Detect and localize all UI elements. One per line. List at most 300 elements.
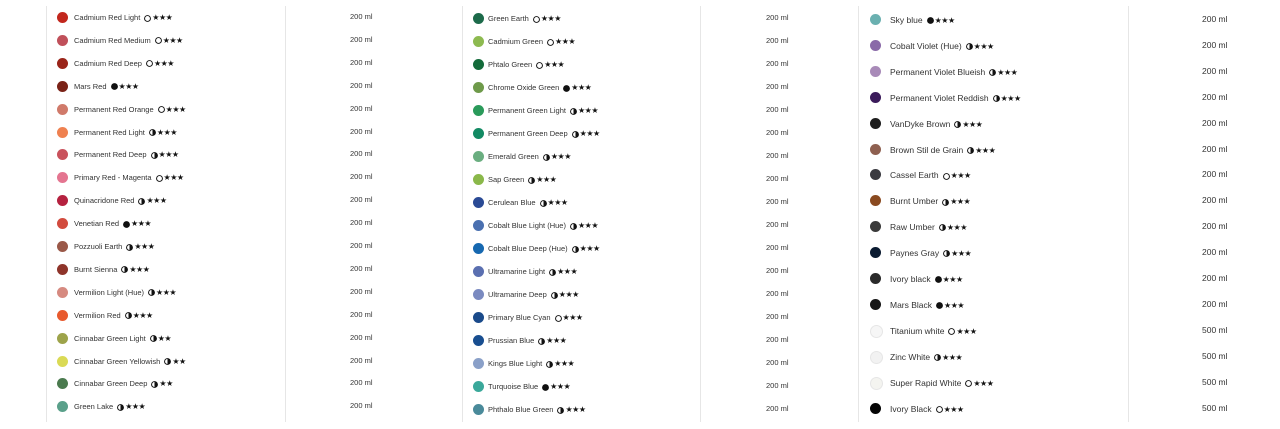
paint-row[interactable] <box>858 195 1242 207</box>
volume-label: 200 ml <box>350 57 373 67</box>
lightfastness-stars-icon: ★★★ <box>973 41 994 51</box>
column-divider <box>858 6 859 422</box>
paint-row[interactable] <box>46 58 390 70</box>
paint-name-text: Sky blue <box>890 15 923 25</box>
color-swatch <box>870 247 881 258</box>
paint-name-text: Kings Blue Light <box>488 359 543 368</box>
paint-name-text: Cinnabar Green Yellowish <box>74 356 161 366</box>
lightfastness-stars-icon: ★★★ <box>547 198 568 207</box>
color-swatch <box>473 36 484 47</box>
color-swatch <box>473 312 484 323</box>
semi-opaque-icon <box>557 405 564 414</box>
paint-name-text: Burnt Sienna <box>74 264 118 274</box>
paint-name-text: Mars Red <box>74 81 107 91</box>
column-divider <box>285 6 286 422</box>
volume-label: 200 ml <box>350 149 373 159</box>
transparent-icon <box>146 59 153 68</box>
lightfastness-stars-icon: ★★★ <box>565 405 586 414</box>
paint-row[interactable] <box>858 273 1242 285</box>
volume-label: 200 ml <box>766 13 789 22</box>
color-swatch <box>473 266 484 277</box>
volume-label: 200 ml <box>766 128 789 137</box>
color-swatch <box>473 197 484 208</box>
volume-label: 200 ml <box>1202 65 1228 76</box>
color-swatch <box>57 287 68 298</box>
paint-name-text: Primary Blue Cyan <box>488 313 551 322</box>
paint-name-text: Paynes Gray <box>890 248 940 259</box>
semi-opaque-icon <box>570 106 577 115</box>
paint-name-text: Cinnabar Green Light <box>74 333 146 343</box>
transparent-icon <box>547 37 554 46</box>
paint-name <box>74 288 176 297</box>
paint-name <box>488 60 564 69</box>
paint-row[interactable] <box>46 287 390 299</box>
paint-name <box>890 170 971 180</box>
paint-row[interactable] <box>858 169 1242 181</box>
volume-label: 500 ml <box>1202 350 1228 361</box>
color-swatch <box>870 221 881 232</box>
paint-name-text: Ultramarine Deep <box>488 290 547 299</box>
paint-row[interactable] <box>46 310 390 322</box>
paint-row[interactable] <box>46 104 390 116</box>
paint-name-text: Sap Green <box>488 175 525 184</box>
paint-name-text: Permanent Green Light <box>488 106 566 115</box>
paint-name <box>890 352 962 362</box>
paint-name-text: Emerald Green <box>488 152 539 161</box>
volume-label: 200 ml <box>350 263 373 273</box>
paint-name <box>890 196 970 206</box>
column-divider <box>700 6 701 422</box>
paint-row[interactable] <box>462 151 806 163</box>
semi-opaque-icon <box>572 244 579 253</box>
semi-opaque-icon <box>121 265 128 274</box>
paint-row[interactable] <box>462 243 806 255</box>
color-swatch <box>57 241 68 252</box>
paint-row[interactable] <box>46 333 390 345</box>
paint-name-text: Green Earth <box>488 14 529 23</box>
volume-label: 200 ml <box>766 404 789 413</box>
paint-row[interactable] <box>858 247 1242 259</box>
paint-name <box>74 13 172 22</box>
paint-name <box>74 379 173 388</box>
lightfastness-stars-icon: ★★ <box>159 379 173 389</box>
lightfastness-stars-icon: ★★★ <box>579 129 600 138</box>
color-swatch <box>57 149 68 160</box>
volume-label: 200 ml <box>766 59 789 68</box>
lightfastness-stars-icon: ★★★ <box>158 150 179 160</box>
paint-row[interactable] <box>462 59 806 71</box>
paint-row[interactable] <box>46 12 390 24</box>
color-swatch <box>870 169 881 180</box>
volume-label: 200 ml <box>766 381 789 390</box>
volume-label: 200 ml <box>350 309 373 319</box>
semi-opaque-icon <box>967 145 974 155</box>
paint-name-text: Cobalt Violet (Hue) <box>890 40 962 51</box>
paint-row[interactable] <box>462 404 806 416</box>
lightfastness-stars-icon: ★★★ <box>165 104 186 114</box>
paint-name <box>890 404 964 414</box>
color-swatch <box>870 273 881 284</box>
paint-name <box>890 378 993 388</box>
paint-row[interactable] <box>858 118 1242 130</box>
color-swatch <box>57 12 68 23</box>
paint-name-text: Permanent Red Light <box>74 127 145 137</box>
paint-row[interactable] <box>858 325 1242 337</box>
semi-opaque-icon <box>149 128 156 137</box>
paint-row[interactable] <box>46 35 390 47</box>
paint-name-text: Phthalo Blue Green <box>488 405 554 414</box>
paint-row[interactable] <box>462 289 806 301</box>
lightfastness-stars-icon: ★★★ <box>946 223 967 233</box>
paint-row[interactable] <box>858 66 1242 78</box>
color-swatch <box>473 243 484 254</box>
paint-name <box>74 59 174 68</box>
paint-name-text: Vermilion Red <box>74 310 121 320</box>
paint-name-text: Titanium white <box>890 325 945 336</box>
paint-name-text: Cobalt Blue Deep (Hue) <box>488 244 568 253</box>
semi-opaque-icon <box>148 288 155 297</box>
paint-row[interactable] <box>46 218 390 230</box>
paint-row[interactable] <box>46 356 390 368</box>
paint-name-text: Raw Umber <box>890 222 935 233</box>
volume-label: 200 ml <box>1202 143 1228 154</box>
paint-name <box>488 290 579 299</box>
paint-name <box>488 83 591 92</box>
paint-row[interactable] <box>858 403 1242 415</box>
lightfastness-stars-icon: ★★★ <box>577 106 598 115</box>
paint-name <box>74 105 186 114</box>
paint-name-text: Ivory Black <box>890 403 932 414</box>
opaque-icon <box>123 219 130 228</box>
volume-label: 500 ml <box>1202 402 1228 413</box>
lightfastness-stars-icon: ★★★ <box>554 359 575 368</box>
paint-name <box>488 175 556 184</box>
volume-label: 200 ml <box>350 126 373 136</box>
color-swatch <box>473 151 484 162</box>
paint-row[interactable] <box>46 264 390 276</box>
color-swatch <box>57 218 68 229</box>
lightfastness-stars-icon: ★★★ <box>550 382 571 391</box>
paint-name <box>488 152 571 161</box>
paint-name <box>488 244 600 253</box>
opaque-icon <box>936 300 943 310</box>
transparent-icon <box>155 36 162 45</box>
paint-name <box>890 248 971 258</box>
color-swatch <box>473 358 484 369</box>
paint-name <box>890 222 967 232</box>
paint-name <box>74 196 166 205</box>
volume-label: 200 ml <box>1202 14 1228 24</box>
color-swatch <box>870 66 881 77</box>
paint-name-text: Cadmium Red Deep <box>74 58 142 68</box>
volume-label: 200 ml <box>1202 273 1228 283</box>
paint-row[interactable] <box>858 144 1242 156</box>
lightfastness-stars-icon: ★★★ <box>944 300 965 310</box>
paint-name-text: Permanent Red Orange <box>74 104 154 114</box>
paint-name <box>74 36 183 45</box>
lightfastness-stars-icon: ★★★ <box>577 221 598 230</box>
paint-name <box>890 145 995 155</box>
color-swatch <box>473 220 484 231</box>
paint-name-text: Vermilion Light (Hue) <box>74 287 145 297</box>
semi-opaque-icon <box>164 357 171 366</box>
semi-opaque-icon <box>989 67 996 77</box>
semi-opaque-icon <box>549 267 556 276</box>
color-swatch <box>473 174 484 185</box>
transparent-icon <box>965 378 972 388</box>
paint-row[interactable] <box>462 82 806 94</box>
volume-label: 200 ml <box>1202 39 1228 50</box>
paint-name <box>74 82 139 91</box>
transparent-icon <box>536 60 543 69</box>
paint-row[interactable] <box>462 312 806 324</box>
paint-name-text: Ivory black <box>890 274 931 284</box>
color-swatch <box>57 195 68 206</box>
volume-label: 200 ml <box>350 378 373 388</box>
paint-name <box>74 128 177 137</box>
volume-label: 200 ml <box>350 286 373 296</box>
volume-label: 200 ml <box>350 103 373 113</box>
paint-name <box>488 359 574 368</box>
paint-name <box>488 14 561 23</box>
color-swatch <box>870 144 881 155</box>
paint-name <box>74 334 171 343</box>
volume-label: 200 ml <box>1202 298 1228 309</box>
lightfastness-stars-icon: ★★★ <box>956 326 977 336</box>
semi-opaque-icon <box>954 119 961 129</box>
paint-name-text: Green Lake <box>74 402 114 412</box>
volume-label: 200 ml <box>350 401 373 411</box>
paint-row[interactable] <box>462 197 806 209</box>
color-swatch <box>870 14 881 25</box>
paint-name <box>74 242 154 251</box>
volume-label: 200 ml <box>1202 221 1228 232</box>
lightfastness-stars-icon: ★★★ <box>943 404 964 414</box>
lightfastness-stars-icon: ★★ <box>172 356 186 366</box>
color-swatch <box>473 381 484 392</box>
column-divider <box>1128 6 1129 422</box>
semi-opaque-icon <box>943 248 950 258</box>
paint-row[interactable] <box>858 92 1242 104</box>
paint-row[interactable] <box>858 351 1242 363</box>
paint-name <box>488 106 598 115</box>
lightfastness-stars-icon: ★★★ <box>557 267 578 276</box>
semi-opaque-icon <box>151 150 158 159</box>
paint-name-text: VanDyke Brown <box>890 118 951 129</box>
paint-name <box>488 267 577 276</box>
paint-name-text: Super Rapid White <box>890 377 962 388</box>
lightfastness-stars-icon: ★★★ <box>942 352 963 362</box>
paint-row[interactable] <box>462 381 806 393</box>
paint-row[interactable] <box>462 36 806 48</box>
column-divider <box>46 6 47 422</box>
paint-row[interactable] <box>462 128 806 140</box>
paint-row[interactable] <box>858 299 1242 311</box>
paint-name-text: Cinnabar Green Deep <box>74 379 148 389</box>
semi-opaque-icon <box>117 402 124 411</box>
paint-row[interactable] <box>858 377 1242 389</box>
lightfastness-stars-icon: ★★★ <box>550 152 571 161</box>
paint-name <box>74 150 179 159</box>
volume-label: 500 ml <box>1202 376 1228 387</box>
semi-opaque-icon <box>546 359 553 368</box>
paint-row[interactable] <box>858 221 1242 233</box>
paint-name-text: Permanent Violet Blueish <box>890 66 986 77</box>
color-swatch <box>870 118 881 129</box>
paint-row[interactable] <box>858 14 1242 26</box>
paint-name-text: Phtalo Green <box>488 60 533 69</box>
color-swatch <box>870 40 881 51</box>
paint-name-text: Cassel Earth <box>890 170 939 181</box>
transparent-icon <box>555 313 562 322</box>
paint-name-text: Prussian Blue <box>488 336 535 345</box>
paint-name-text: Quinacridone Red <box>74 196 135 206</box>
paint-name-text: Brown Stil de Grain <box>890 144 964 155</box>
paint-name <box>890 119 982 129</box>
semi-opaque-icon <box>942 196 949 206</box>
semi-opaque-icon <box>993 93 1000 103</box>
paint-name-text: Cobalt Blue Light (Hue) <box>488 221 566 230</box>
volume-label: 200 ml <box>766 266 789 275</box>
color-swatch <box>473 128 484 139</box>
semi-opaque-icon <box>572 129 579 138</box>
lightfastness-stars-icon: ★★★ <box>163 173 184 183</box>
lightfastness-stars-icon: ★★★ <box>973 378 994 388</box>
volume-label: 200 ml <box>350 355 373 365</box>
color-swatch <box>870 299 881 310</box>
paint-name <box>488 129 600 138</box>
lightfastness-stars-icon: ★★★ <box>555 37 576 46</box>
paint-name <box>488 336 566 345</box>
lightfastness-stars-icon: ★★★ <box>132 310 153 320</box>
volume-label: 200 ml <box>350 12 373 21</box>
paint-row[interactable] <box>858 40 1242 52</box>
color-swatch <box>870 403 881 414</box>
volume-label: 200 ml <box>766 220 789 229</box>
lightfastness-stars-icon: ★★★ <box>146 196 167 206</box>
paint-name <box>488 37 575 46</box>
color-swatch <box>57 35 68 46</box>
color-swatch <box>57 172 68 183</box>
paint-name <box>488 313 583 322</box>
volume-label: 200 ml <box>766 358 789 367</box>
lightfastness-stars-icon: ★★★ <box>536 175 557 184</box>
paint-row[interactable] <box>462 335 806 347</box>
lightfastness-stars-icon: ★★★ <box>562 313 583 322</box>
volume-label: 200 ml <box>350 241 373 250</box>
paint-name <box>74 173 184 182</box>
lightfastness-stars-icon: ★★★ <box>118 81 139 91</box>
color-swatch <box>57 58 68 69</box>
volume-label: 200 ml <box>766 151 789 160</box>
paint-row[interactable] <box>46 195 390 207</box>
lightfastness-stars-icon: ★★★ <box>579 244 600 253</box>
lightfastness-stars-icon: ★★★ <box>950 171 971 181</box>
lightfastness-stars-icon: ★★★ <box>544 60 565 69</box>
paint-name-text: Chrome Oxide Green <box>488 83 560 92</box>
paint-row[interactable] <box>46 401 390 413</box>
semi-opaque-icon <box>125 311 132 320</box>
volume-label: 200 ml <box>766 105 789 114</box>
lightfastness-stars-icon: ★★★ <box>975 145 996 155</box>
semi-opaque-icon <box>543 152 550 161</box>
paint-name <box>74 311 153 320</box>
paint-row[interactable] <box>46 149 390 161</box>
color-swatch <box>473 59 484 70</box>
paint-name-text: Permanent Green Deep <box>488 129 568 138</box>
color-swatch <box>473 335 484 346</box>
paint-row[interactable] <box>46 172 390 184</box>
paint-name <box>890 41 994 51</box>
semi-opaque-icon <box>150 334 157 343</box>
paint-row[interactable] <box>462 358 806 370</box>
paint-name-text: Turquoise Blue <box>488 382 539 391</box>
paint-row[interactable] <box>46 378 390 390</box>
paint-name-text: Cadmium Green <box>488 37 544 46</box>
paint-name <box>74 357 186 366</box>
color-swatch <box>57 81 68 92</box>
semi-opaque-icon <box>151 379 158 388</box>
lightfastness-stars-icon: ★★★ <box>558 290 579 299</box>
transparent-icon <box>533 14 540 23</box>
volume-label: 200 ml <box>766 174 789 183</box>
color-swatch <box>57 104 68 115</box>
opaque-icon <box>935 274 942 284</box>
semi-opaque-icon <box>934 352 941 362</box>
paint-row[interactable] <box>462 220 806 232</box>
paint-name <box>890 67 1017 77</box>
paint-name <box>890 300 964 310</box>
volume-label: 200 ml <box>1202 91 1228 102</box>
paint-row[interactable] <box>462 13 806 25</box>
volume-label: 500 ml <box>1202 324 1228 335</box>
color-swatch <box>57 401 68 412</box>
paint-row[interactable] <box>462 266 806 278</box>
lightfastness-stars-icon: ★★★ <box>156 127 177 137</box>
semi-opaque-icon <box>528 175 535 184</box>
paint-name-text: Primary Red - Magenta <box>74 173 152 183</box>
paint-name-text: Zinc White <box>890 351 931 362</box>
paint-row[interactable] <box>46 127 390 139</box>
paint-name-text: Ultramarine Light <box>488 267 546 276</box>
lightfastness-stars-icon: ★★★ <box>951 249 972 259</box>
color-swatch <box>57 378 68 389</box>
lightfastness-stars-icon: ★★★ <box>546 336 567 345</box>
lightfastness-stars-icon: ★★★ <box>134 242 155 251</box>
volume-label: 200 ml <box>1202 247 1228 258</box>
paint-name <box>488 198 568 207</box>
paint-row[interactable] <box>462 174 806 186</box>
paint-row[interactable] <box>46 241 390 253</box>
lightfastness-stars-icon: ★★★ <box>156 287 177 297</box>
volume-label: 200 ml <box>766 197 789 206</box>
lightfastness-stars-icon: ★★★ <box>942 275 963 284</box>
color-swatch <box>870 351 883 364</box>
color-swatch <box>57 356 68 367</box>
volume-label: 200 ml <box>1202 117 1228 128</box>
paint-name-text: Mars Black <box>890 299 933 310</box>
lightfastness-stars-icon: ★★★ <box>152 13 173 22</box>
transparent-icon <box>936 404 943 414</box>
paint-row[interactable] <box>46 81 390 93</box>
volume-label: 200 ml <box>1202 195 1228 206</box>
volume-label: 200 ml <box>1202 169 1228 180</box>
paint-row[interactable] <box>462 105 806 117</box>
paint-name <box>890 93 1021 103</box>
transparent-icon <box>948 326 955 336</box>
opaque-icon <box>563 83 570 92</box>
volume-label: 200 ml <box>766 335 789 344</box>
